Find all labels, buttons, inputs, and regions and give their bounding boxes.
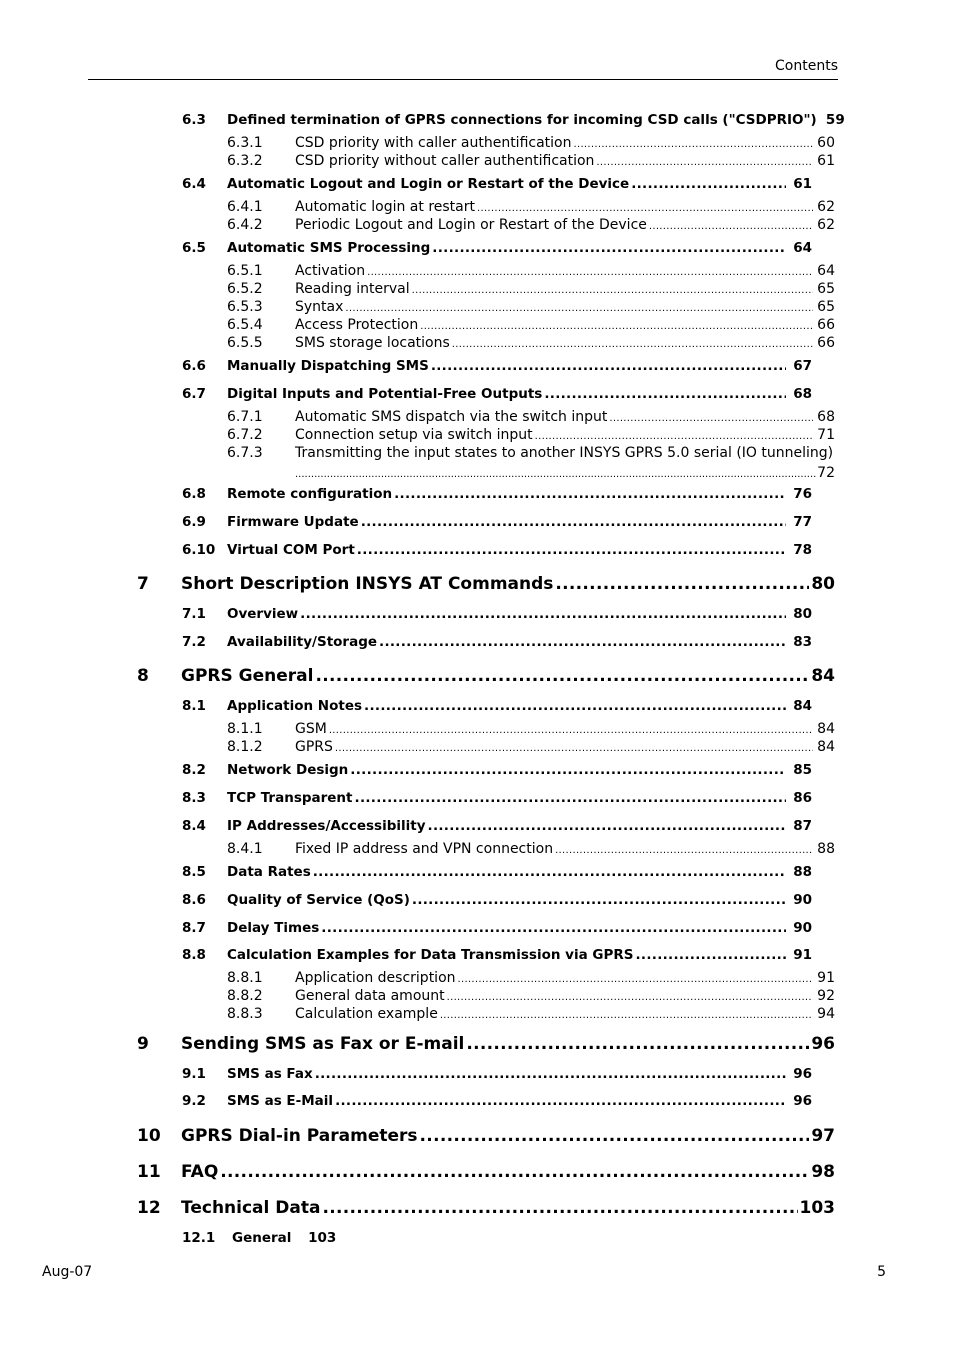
toc-entry-6-5[interactable] [182,240,812,256]
toc-page-number: 94 [817,1006,835,1022]
toc-number: 6.7.2 [227,427,263,443]
toc-title: Reading interval [295,281,410,297]
toc-page-number: 88 [793,864,812,880]
dot-leader [367,263,813,279]
toc-number: 8.8.3 [227,1006,263,1022]
toc-entry-7-2[interactable] [182,634,812,650]
toc-page-number: 83 [793,634,812,650]
dot-leader [300,606,786,622]
toc-entry-6-10[interactable] [182,542,812,558]
toc-page-number: 96 [811,1034,835,1054]
toc-title: Defined termination of GPRS connections for incoming CSD calls ("CSDPRIO") [227,112,817,128]
toc-title: CSD priority with caller authentification [295,135,572,151]
dot-leader [345,299,813,315]
toc-number: 6.5.2 [227,281,263,297]
toc-page-number: 65 [817,281,835,297]
toc-title: IP Addresses/Accessibility [227,818,426,834]
toc-number: 6.5.5 [227,335,263,351]
toc-title: Digital Inputs and Potential-Free Outputs [227,386,543,402]
toc-entry-6-8[interactable] [182,486,812,502]
toc-page-number: 103 [799,1198,835,1218]
toc-number: 8.6 [182,892,206,908]
toc-entry-8-7[interactable] [182,920,812,936]
toc-title: Remote configuration [227,486,393,502]
toc-number: 12 [137,1198,161,1218]
toc-title: Quality of Service (QoS) [227,892,410,908]
toc-page-number: 88 [817,841,835,857]
toc-entry-6-7-1[interactable] [227,409,835,425]
dot-leader [412,281,813,297]
footer-date: Aug-07 [42,1264,93,1280]
toc-page-number: 67 [793,358,812,374]
toc-entry-8-8-2[interactable] [227,988,835,1004]
toc-number: 8.3 [182,790,206,806]
toc-number: 9.1 [182,1066,206,1082]
dot-leader [458,970,813,986]
toc-number: 8.8 [182,947,206,963]
toc-entry-8-2[interactable] [182,762,812,778]
toc-number: 6.5 [182,240,206,256]
dot-leader [315,666,809,686]
toc-page-number: 91 [817,970,835,986]
toc-title: GPRS Dial-in Parameters [181,1126,418,1146]
toc-entry-6-4-1[interactable] [227,199,835,215]
toc-number: 8.1.1 [227,721,263,737]
toc-title: Automatic Logout and Login or Restart of the Device [227,176,630,192]
toc-number: 8.1.2 [227,739,263,755]
toc-number: 8.2 [182,762,206,778]
toc-number: 8.4 [182,818,206,834]
toc-page-number: 77 [793,514,812,530]
dot-leader [609,409,813,425]
toc-title: Activation [295,263,366,279]
toc-page-number: 61 [817,153,835,169]
dot-leader [573,135,813,151]
toc-title: Automatic SMS dispatch via the switch input [295,409,608,425]
dot-leader [335,1093,786,1109]
toc-entry-8-4[interactable] [182,818,812,834]
toc-page-number: 68 [817,409,835,425]
dot-leader [357,542,786,558]
footer-page-number: 5 [877,1264,886,1280]
toc-number: 7.1 [182,606,206,622]
dot-leader [431,358,786,374]
toc-number: 8.1 [182,698,206,714]
dot-leader [428,818,786,834]
toc-title: SMS storage locations [295,335,450,351]
toc-number: 11 [137,1162,161,1182]
toc-title: Firmware Update [227,514,359,530]
toc-page-number: 96 [793,1093,812,1109]
toc-number: 6.5.4 [227,317,263,333]
toc-page-number: 84 [817,721,835,737]
toc-page-number: 65 [817,299,835,315]
toc-title: Availability/Storage [227,634,378,650]
toc-page-number: 68 [793,386,812,402]
toc-page-number: 96 [793,1066,812,1082]
dot-leader [555,574,809,594]
toc-number: 8.7 [182,920,206,936]
toc-number: 6.7.1 [227,409,263,425]
toc-page-number: 85 [793,762,812,778]
toc-title: Automatic login at restart [295,199,475,215]
toc-entry-6-6[interactable] [182,358,812,374]
toc-title: Network Design [227,762,349,778]
toc-page-number: 59 [825,112,845,128]
toc-page-number: 61 [793,176,812,192]
toc-page-number: 90 [793,920,812,936]
toc-page-number: 87 [793,818,812,834]
toc-title: GPRS [295,739,333,755]
toc-number: 8.4.1 [227,841,263,857]
toc-page-number: 71 [817,427,835,443]
toc-number: 6.10 [182,542,216,558]
toc-title: Technical Data [181,1198,321,1218]
toc-number: 12.1 [182,1230,216,1246]
toc-page-number: 72 [817,465,835,481]
toc-number: 6.4.2 [227,217,263,233]
toc-title: GSM [295,721,327,737]
toc-entry-6-4-2[interactable] [227,217,835,233]
toc-number: 6.3.1 [227,135,263,151]
toc-page-number: 97 [811,1126,835,1146]
toc-title: Application description [295,970,456,986]
toc-number: 6.7 [182,386,206,402]
toc-entry-10[interactable] [137,1126,835,1146]
toc-entry-8-1-1[interactable] [227,721,835,737]
toc-entry-8-1-2[interactable] [227,739,835,755]
toc-page-number: 62 [817,199,835,215]
toc-number: 6.6 [182,358,206,374]
dot-leader [432,240,786,256]
toc-page-number: 60 [817,135,835,151]
toc-entry-6-7[interactable] [182,386,812,402]
toc-page-number: 80 [793,606,812,622]
toc-title: Delay Times [227,920,320,936]
toc-entry-8-8-1[interactable] [227,970,835,986]
toc-entry-continuation[interactable] [295,465,835,481]
dot-leader [477,199,813,215]
toc-entry-6-3-2[interactable] [227,153,835,169]
dot-leader [535,427,813,443]
dot-leader [394,486,786,502]
dot-leader [313,864,786,880]
toc-title: Application Notes [227,698,363,714]
toc-page-number: 84 [817,739,835,755]
toc-entry-6-5-1[interactable] [227,263,835,279]
toc-number: 7 [137,574,149,594]
dot-leader [220,1162,809,1182]
toc-number: 6.5.3 [227,299,263,315]
toc-entry-8-3[interactable] [182,790,812,806]
toc-title: SMS as E-Mail [227,1093,334,1109]
toc-title: Sending SMS as Fax or E-mail [181,1034,465,1054]
toc-title: Overview [227,606,299,622]
dot-leader [329,721,813,737]
toc-entry-6-5-3[interactable] [227,299,835,315]
dot-leader [596,153,813,169]
toc-number: 6.7.3 [227,445,263,461]
dot-leader [544,386,786,402]
toc-number: 6.5.1 [227,263,263,279]
dot-leader [361,514,786,530]
toc-entry-6-3-1[interactable] [227,135,835,151]
dot-leader [466,1034,809,1054]
dot-leader [440,1006,813,1022]
toc-page-number: 103 [308,1230,337,1246]
toc-entry-6-3[interactable] [182,112,845,128]
toc-number: 6.4.1 [227,199,263,215]
dot-leader [350,762,786,778]
toc-title: Automatic SMS Processing [227,240,431,256]
toc-page-number: 76 [793,486,812,502]
dot-leader [412,892,786,908]
toc-title: General [232,1230,292,1246]
dot-leader [420,317,813,333]
toc-entry-11[interactable] [137,1162,835,1182]
toc-title: TCP Transparent [227,790,353,806]
toc-page-number: 64 [793,240,812,256]
dot-leader [452,335,813,351]
toc-page-number: 86 [793,790,812,806]
toc-number: 8.8.1 [227,970,263,986]
toc-title: Access Protection [295,317,419,333]
dot-leader [379,634,786,650]
toc-number: 6.3 [182,112,206,128]
toc-number: 8.5 [182,864,206,880]
toc-entry-6-7-3[interactable] [227,445,835,461]
toc-page-number: 90 [793,892,812,908]
toc-number: 6.4 [182,176,206,192]
dot-leader [335,739,813,755]
toc-title: General data amount [295,988,445,1004]
dot-leader [355,790,786,806]
toc-page-number: 64 [817,263,835,279]
toc-entry-8[interactable] [137,666,835,686]
toc-title: CSD priority without caller authentification [295,153,595,169]
toc-page-number: 62 [817,217,835,233]
header-title: Contents [775,58,838,74]
toc-title: SMS as Fax [227,1066,313,1082]
dot-leader [364,698,786,714]
toc-entry-7[interactable] [137,574,835,594]
toc-title: GPRS General [181,666,314,686]
toc-entry-8-4-1[interactable] [227,841,835,857]
toc-entry-7-1[interactable] [182,606,812,622]
toc-entry-8-5[interactable] [182,864,812,880]
toc-title: Transmitting the input states to another INSYS GPRS 5.0 serial (IO tunneling) [295,445,834,461]
toc-entry-6-9[interactable] [182,514,812,530]
toc-entry-8-1[interactable] [182,698,812,714]
dot-leader [420,1126,810,1146]
toc-page-number: 84 [793,698,812,714]
toc-entry-9[interactable] [137,1034,835,1054]
toc-page-number: 80 [811,574,835,594]
toc-title: Periodic Logout and Login or Restart of the Device [295,217,647,233]
toc-entry-6-4[interactable] [182,176,812,192]
dot-leader [447,988,813,1004]
dot-leader [315,1066,786,1082]
toc-entry-12-1[interactable] [182,1230,348,1246]
toc-title: Data Rates [227,864,311,880]
toc-title: Calculation Examples for Data Transmission via GPRS [227,947,634,963]
toc-entry-12[interactable] [137,1198,835,1218]
dot-leader [321,920,786,936]
toc-title: Short Description INSYS AT Commands [181,574,554,594]
toc-entry-8-8-3[interactable] [227,1006,835,1022]
dot-leader [631,176,786,192]
toc-page-number: 98 [811,1162,835,1182]
toc-page-number: 92 [817,988,835,1004]
toc-title: Virtual COM Port [227,542,355,558]
toc-number: 9 [137,1034,149,1054]
dot-leader [322,1198,797,1218]
toc-number: 6.8 [182,486,206,502]
dot-leader [649,217,813,233]
toc-entry-6-5-5[interactable] [227,335,835,351]
toc-title: Fixed IP address and VPN connection [295,841,554,857]
toc-entry-9-1[interactable] [182,1066,812,1082]
toc-page-number: 84 [811,666,835,686]
toc-number: 8.8.2 [227,988,263,1004]
toc-entry-6-7-2[interactable] [227,427,835,443]
toc-number: 6.9 [182,514,206,530]
toc-number: 10 [137,1126,161,1146]
toc-number: 6.3.2 [227,153,263,169]
toc-title: Connection setup via switch input [295,427,533,443]
toc-page-number: 66 [817,317,835,333]
toc-title: Manually Dispatching SMS [227,358,429,374]
toc-page-number: 91 [793,947,812,963]
toc-title: FAQ [181,1162,219,1182]
dot-leader [555,841,813,857]
toc-number: 8 [137,666,149,686]
toc-entry-6-5-4[interactable] [227,317,835,333]
toc-number: 7.2 [182,634,206,650]
toc-page-number: 78 [793,542,812,558]
toc-entry-8-8[interactable] [182,947,812,963]
toc-page-number: 66 [817,335,835,351]
dot-leader [295,465,817,481]
dot-leader [635,947,786,963]
toc-entry-6-5-2[interactable] [227,281,835,297]
toc-entry-9-2[interactable] [182,1093,812,1109]
toc-number: 9.2 [182,1093,206,1109]
toc-title: Calculation example [295,1006,438,1022]
toc-entry-8-6[interactable] [182,892,812,908]
toc-title: Syntax [295,299,344,315]
